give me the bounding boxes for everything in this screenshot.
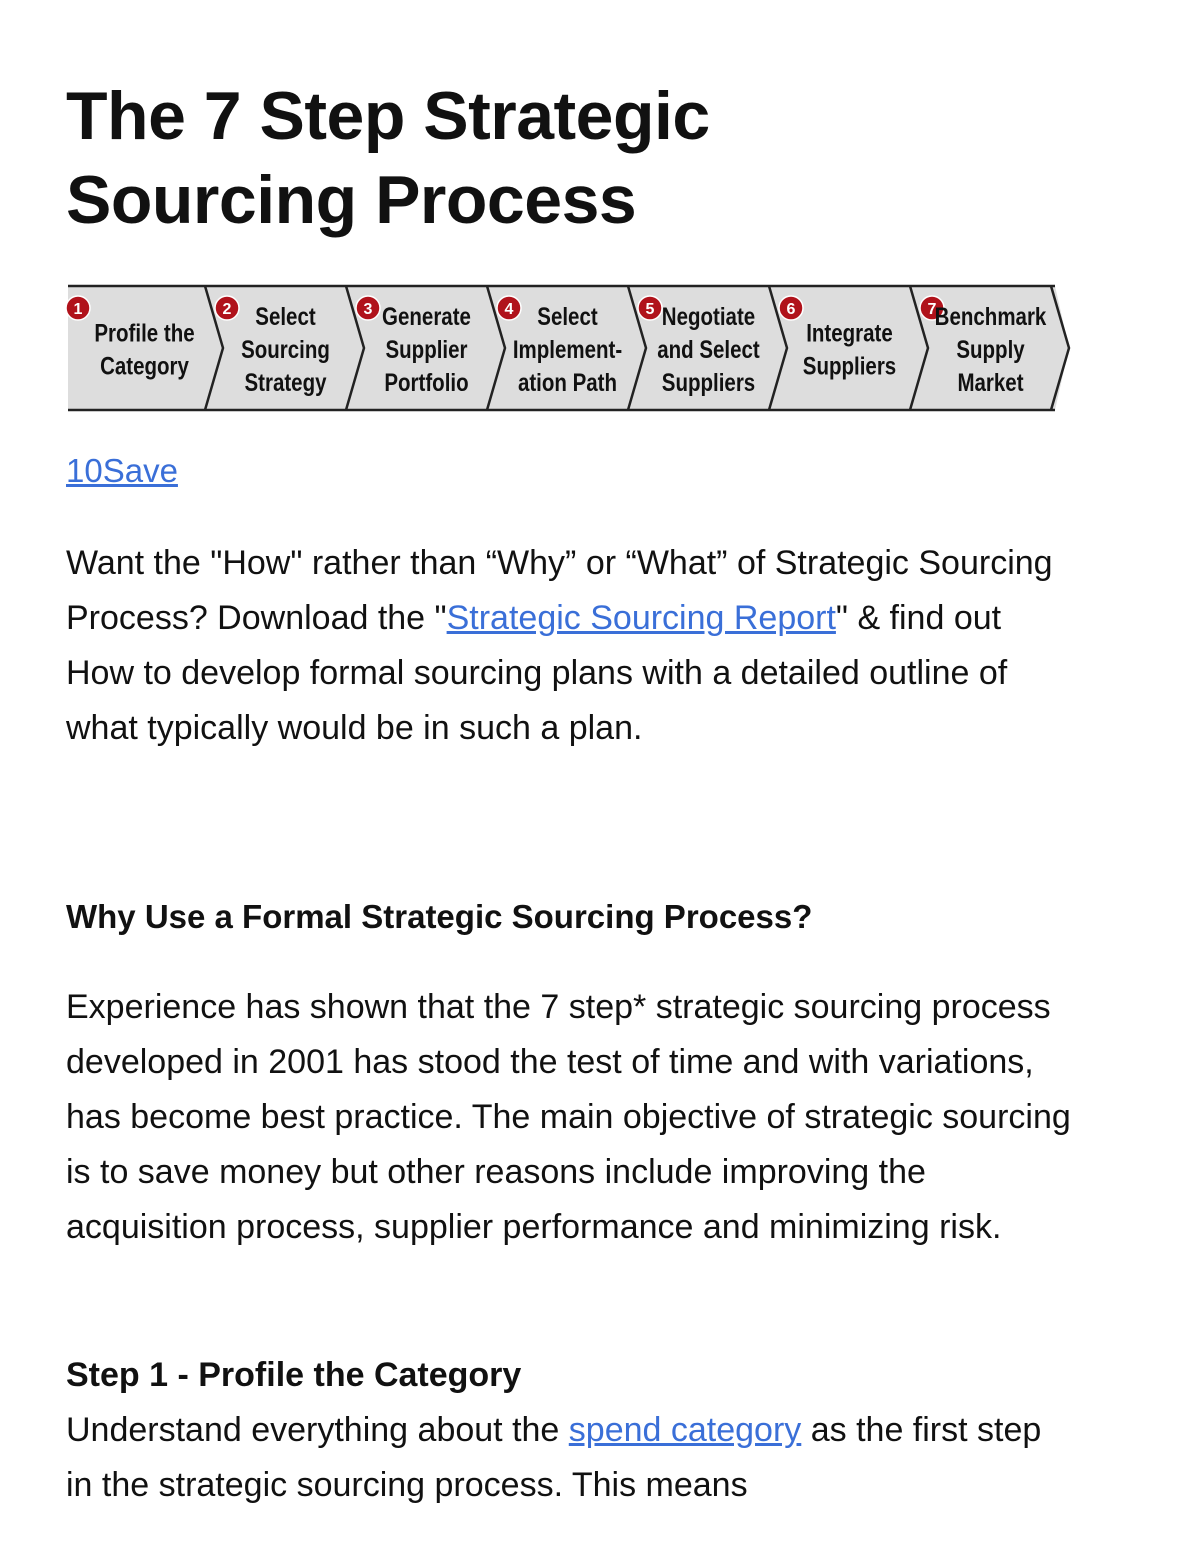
step-6-label-line-2: Suppliers xyxy=(802,351,897,380)
step-7-badge-number: 7 xyxy=(927,301,937,318)
page-title xyxy=(66,74,966,242)
step-1-label-line-2: Category xyxy=(100,351,189,380)
process-diagram-svg xyxy=(66,282,1080,416)
page-title-line-1: The 7 Step Strategic xyxy=(66,78,710,154)
intro-text-2: " & find out How to develop formal sourcing plans with a detailed outline of what typically would be in such a plan. xyxy=(66,599,1008,747)
step1-text-2: as the first step in the strategic sourcing process. This means xyxy=(66,1411,1042,1504)
why-paragraph: Experience has shown that the 7 step* strategic sourcing process developed in 2001 has stood the test of time and with variations, has become best practice. The main objective of strategic sourcing is to save money but other reasons include improving the acquisition process, supplier performance and minimizing risk. xyxy=(66,988,1071,1246)
why-heading: Why Use a Formal Strategic Sourcing Process? xyxy=(66,898,813,935)
step-1-badge-number: 1 xyxy=(73,301,83,318)
step-7-label-line-2: Supply xyxy=(956,335,1025,364)
step-3-label-line-3: Portfolio xyxy=(384,368,469,397)
step1-text-1: Understand everything about the xyxy=(66,1411,569,1449)
intro-paragraph xyxy=(66,536,1076,756)
step-2-label-line-1: Select xyxy=(255,302,316,331)
step-2-badge-number: 2 xyxy=(222,301,232,318)
spend-category-link[interactable]: spend category xyxy=(568,1411,802,1449)
step1-heading: Step 1 - Profile the Category xyxy=(66,1356,522,1394)
step-4-badge-number: 4 xyxy=(504,301,514,318)
step-6-label-line-1: Integrate xyxy=(806,318,893,347)
step-7-label-line-1: Benchmark xyxy=(934,302,1047,331)
step-6-badge-number: 6 xyxy=(786,301,796,318)
process-diagram xyxy=(66,282,1080,416)
step-4-label-line-1: Select xyxy=(537,302,598,331)
step-5-label-line-3: Suppliers xyxy=(661,368,756,397)
save-link[interactable]: 10Save xyxy=(66,452,178,489)
step-5-label-line-1: Negotiate xyxy=(661,302,756,331)
step-7-label-line-3: Market xyxy=(957,368,1024,397)
step-5-label-line-2: and Select xyxy=(657,335,760,364)
step1-paragraph xyxy=(66,1403,1076,1513)
step-3-badge-number: 3 xyxy=(363,301,373,318)
step-5-badge-number: 5 xyxy=(645,301,655,318)
step-3-label-line-1: Generate xyxy=(382,302,471,331)
intro-text-1: Want the "How" rather than “Why” or “What” of Strategic Sourcing Process? Download the " xyxy=(66,544,1053,637)
strategic-sourcing-report-link[interactable]: Strategic Sourcing Report xyxy=(446,599,836,637)
step-2-label-line-3: Strategy xyxy=(244,368,327,397)
step-4-label-line-3: ation Path xyxy=(517,368,618,397)
step-2-label-line-2: Sourcing xyxy=(241,335,330,364)
step-1-label-line-1: Profile the xyxy=(94,318,195,347)
page-title-line-2: Sourcing Process xyxy=(66,162,637,238)
step-3-label-line-2: Supplier xyxy=(385,335,468,364)
step-4-label-line-2: Implement- xyxy=(512,335,623,364)
